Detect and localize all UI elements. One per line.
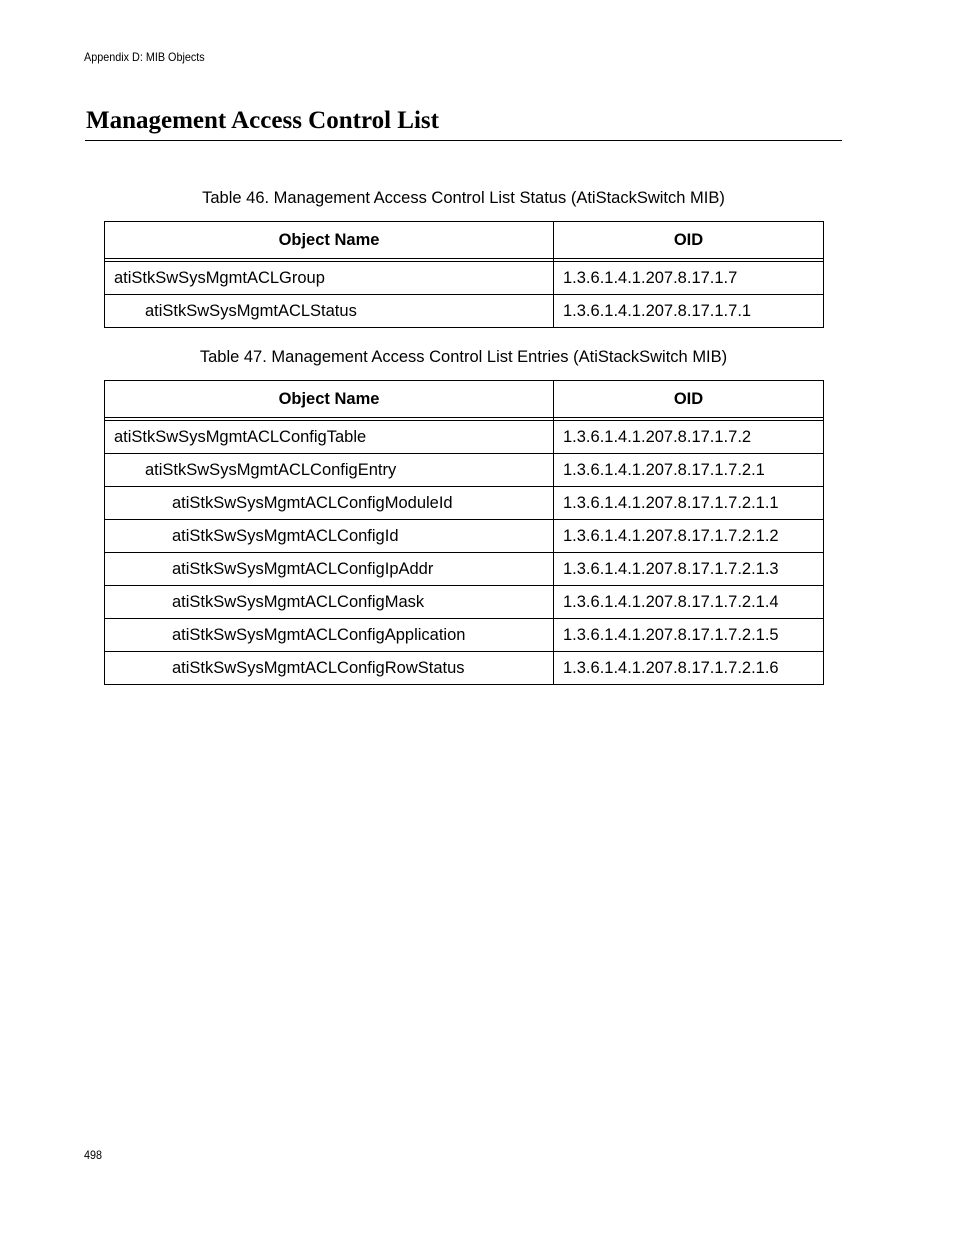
table-row bbox=[105, 262, 824, 295]
oid-cell: 1.3.6.1.4.1.207.8.17.1.7.2.1.3 bbox=[554, 553, 824, 586]
oid-cell: 1.3.6.1.4.1.207.8.17.1.7.2.1.1 bbox=[554, 487, 824, 520]
table-header-row bbox=[105, 381, 824, 418]
column-header-oid: OID bbox=[554, 222, 824, 259]
table-46-caption: Table 46. Management Access Control List Status (AtiStackSwitch MIB) bbox=[202, 189, 725, 207]
object-name-cell: atiStkSwSysMgmtACLConfigEntry bbox=[105, 454, 554, 487]
column-header-object-name: Object Name bbox=[105, 222, 554, 259]
table-row bbox=[105, 553, 824, 586]
oid-cell: 1.3.6.1.4.1.207.8.17.1.7.2.1.5 bbox=[554, 619, 824, 652]
table-row bbox=[105, 295, 824, 328]
table-row bbox=[105, 487, 824, 520]
object-name-cell: atiStkSwSysMgmtACLConfigIpAddr bbox=[105, 553, 554, 586]
title-rule bbox=[85, 140, 842, 141]
table-row bbox=[105, 520, 824, 553]
table-header-row bbox=[105, 222, 824, 259]
table-row bbox=[105, 421, 824, 454]
table-46 bbox=[104, 221, 824, 328]
section-title: Management Access Control List bbox=[86, 107, 439, 134]
table-47-caption: Table 47. Management Access Control List Entries (AtiStackSwitch MIB) bbox=[199, 348, 728, 366]
object-name-cell: atiStkSwSysMgmtACLConfigApplication bbox=[105, 619, 554, 652]
column-header-object-name: Object Name bbox=[105, 381, 554, 418]
oid-cell: 1.3.6.1.4.1.207.8.17.1.7.2 bbox=[554, 421, 824, 454]
table-47 bbox=[104, 380, 824, 685]
page-number: 498 bbox=[84, 1148, 103, 1162]
column-header-oid: OID bbox=[554, 381, 824, 418]
oid-cell: 1.3.6.1.4.1.207.8.17.1.7 bbox=[554, 262, 824, 295]
running-header: Appendix D: MIB Objects bbox=[84, 50, 205, 64]
object-name-cell: atiStkSwSysMgmtACLConfigRowStatus bbox=[105, 652, 554, 685]
object-name-cell: atiStkSwSysMgmtACLConfigTable bbox=[105, 421, 554, 454]
table-row bbox=[105, 652, 824, 685]
object-name-cell: atiStkSwSysMgmtACLConfigModuleId bbox=[105, 487, 554, 520]
table-row bbox=[105, 619, 824, 652]
object-name-cell: atiStkSwSysMgmtACLGroup bbox=[105, 262, 554, 295]
table-row bbox=[105, 586, 824, 619]
oid-cell: 1.3.6.1.4.1.207.8.17.1.7.2.1 bbox=[554, 454, 824, 487]
oid-cell: 1.3.6.1.4.1.207.8.17.1.7.2.1.4 bbox=[554, 586, 824, 619]
oid-cell: 1.3.6.1.4.1.207.8.17.1.7.2.1.6 bbox=[554, 652, 824, 685]
oid-cell: 1.3.6.1.4.1.207.8.17.1.7.2.1.2 bbox=[554, 520, 824, 553]
object-name-cell: atiStkSwSysMgmtACLConfigId bbox=[105, 520, 554, 553]
oid-cell: 1.3.6.1.4.1.207.8.17.1.7.1 bbox=[554, 295, 824, 328]
object-name-cell: atiStkSwSysMgmtACLStatus bbox=[105, 295, 554, 328]
object-name-cell: atiStkSwSysMgmtACLConfigMask bbox=[105, 586, 554, 619]
table-row bbox=[105, 454, 824, 487]
